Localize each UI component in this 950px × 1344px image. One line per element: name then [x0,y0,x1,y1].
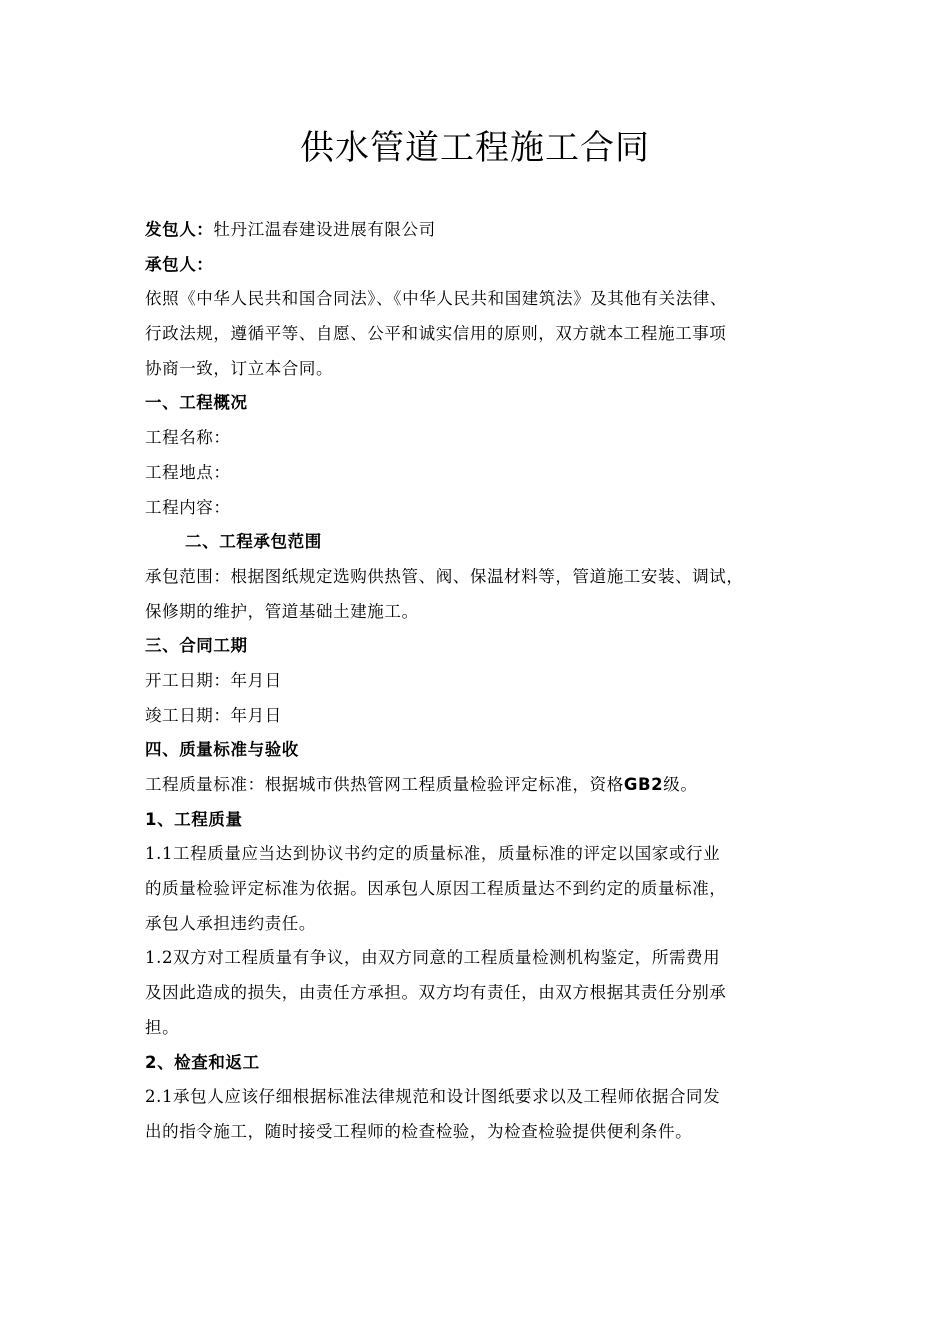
clause-1-2-line: 1.2双方对工程质量有争议，由双方同意的工程质量检测机构鉴定，所需费用 [145,948,721,968]
clause-1-1-line: 承包人承担违约责任。 [145,913,316,933]
section-heading-overview: 一、工程概况 [145,393,248,413]
party-a-line [145,213,815,248]
end-date-field: 竣工日期：年月日 [145,705,282,725]
project-content-field: 工程内容： [145,497,231,517]
scope-line: 承包范围：根据图纸规定选购供热管、阀、保温材料等，管道施工安装、调试， [145,566,744,586]
subsection-heading-quality: 1、工程质量 [145,809,243,829]
project-name-field: 工程名称： [145,428,231,448]
clause-2-1-line: 2.1承包人应该仔细根据标准法律规范和设计图纸要求以及工程师依据合同发 [145,1087,721,1107]
subsection-heading-inspection: 2、检查和返工 [145,1052,260,1072]
intro-line: 协商一致，订立本合同。 [145,358,334,378]
party-b-line [145,248,815,283]
party-b-label: 承包人： [145,254,214,274]
quality-standard-line [145,768,815,803]
party-a-label: 发包人： [145,220,214,239]
section-heading-period: 三、合同工期 [145,636,248,656]
clause-1-2-line: 担。 [145,1017,180,1037]
scope-line: 保修期的维护，管道基础土建施工。 [145,601,419,621]
section-heading-quality: 四、质量标准与验收 [145,740,299,760]
intro-line: 行政法规，遵循平等、自愿、公平和诚实信用的原则，双方就本工程施工事项 [145,324,727,344]
party-a-value: 牡丹江温春建设进展有限公司 [213,220,436,239]
clause-1-2-line: 及因此造成的损失，由责任方承担。双方均有责任，由双方根据其责任分别承 [145,983,727,1003]
start-date-field: 开工日期：年月日 [145,670,282,690]
clause-1-1-line: 的质量检验评定标准为依据。因承包人原因工程质量达不到约定的质量标准， [145,879,727,899]
intro-line: 依照《中华人民共和国合同法》、《中华人民共和国建筑法》及其他有关法律、 [145,289,727,309]
contract-body [145,213,815,1150]
quality-standard-suffix: 级。 [663,775,698,794]
section-heading-scope: 二、工程承包范围 [185,532,322,552]
quality-grade: GB2 [623,775,664,794]
clause-1-1-line: 1.1工程质量应当达到协议书约定的质量标准，质量标准的评定以国家或行业 [145,844,721,864]
document-title: 供水管道工程施工合同 [300,128,650,168]
quality-standard-prefix: 工程质量标准：根据城市供热管网工程质量检验评定标准，资格 [145,775,624,794]
project-location-field: 工程地点： [145,462,231,482]
clause-2-1-line: 出的指令施工，随时接受工程师的检查检验，为检查检验提供便利条件。 [145,1121,693,1141]
